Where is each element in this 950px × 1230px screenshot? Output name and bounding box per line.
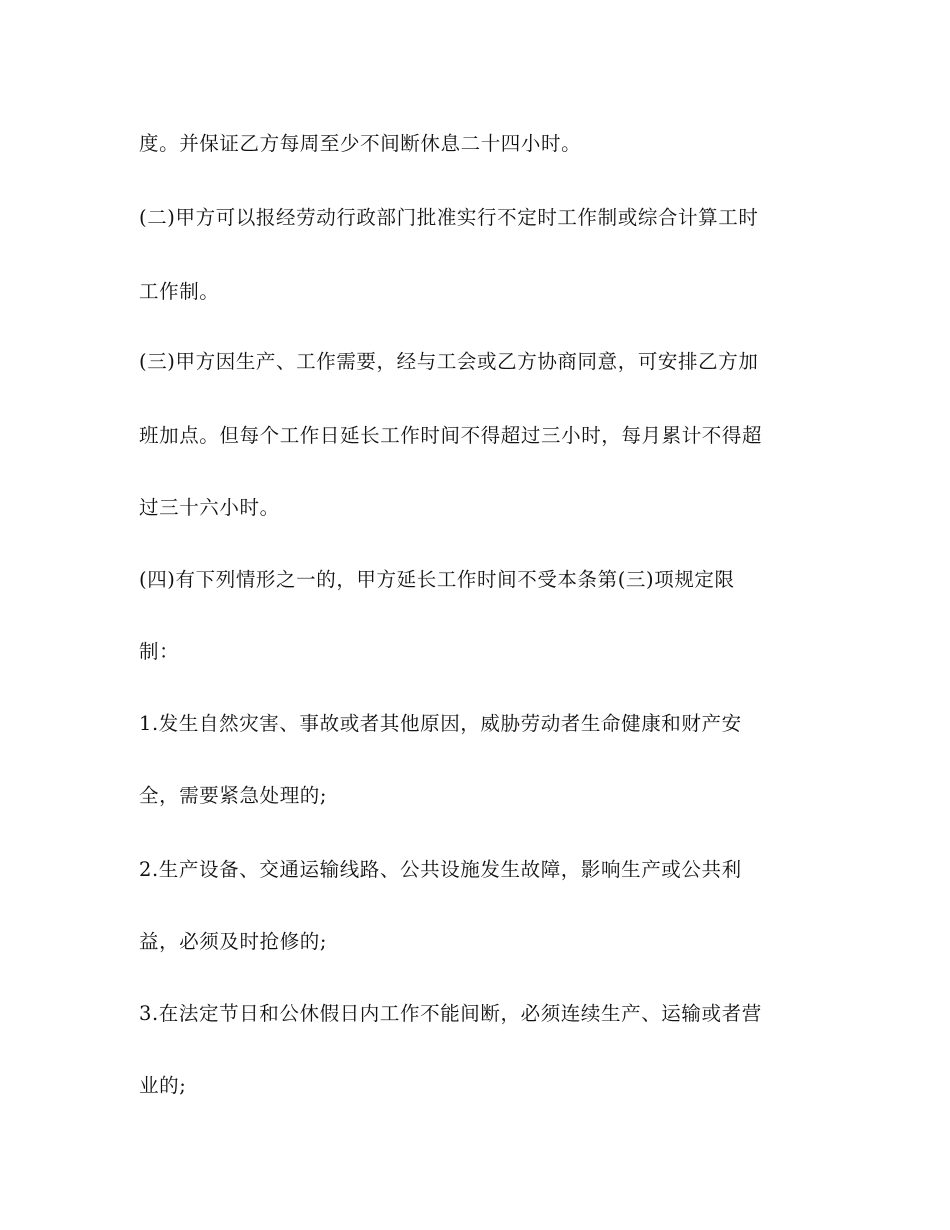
text-line: 业的; — [139, 1074, 187, 1097]
text-line: (三)甲方因生产、工作需要，经与工会或乙方协商同意，可安排乙方加 — [139, 350, 759, 373]
text-line: (二)甲方可以报经劳动行政部门批准实行不定时工作制或综合计算工时 — [139, 206, 759, 229]
text-line: 过三十六小时。 — [139, 496, 280, 519]
text-line: 全，需要紧急处理的; — [139, 784, 328, 807]
text-line: 工作制。 — [139, 280, 220, 303]
text-line: 益，必须及时抢修的; — [139, 930, 328, 953]
text-line: 1.发生自然灾害、事故或者其他原因，威胁劳动者生命健康和财产安 — [139, 712, 742, 735]
text-line: 制： — [139, 640, 180, 663]
text-line: 班加点。但每个工作日延长工作时间不得超过三小时，每月累计不得超 — [139, 424, 763, 447]
text-line: 度。并保证乙方每周至少不间断休息二十四小时。 — [139, 132, 582, 155]
text-line: 2.生产设备、交通运输线路、公共设施发生故障，影响生产或公共利 — [139, 858, 742, 881]
text-line: 3.在法定节日和公休假日内工作不能间断，必须连续生产、运输或者营 — [139, 1002, 762, 1025]
text-line: (四)有下列情形之一的，甲方延长工作时间不受本条第(三)项规定限 — [139, 568, 735, 591]
